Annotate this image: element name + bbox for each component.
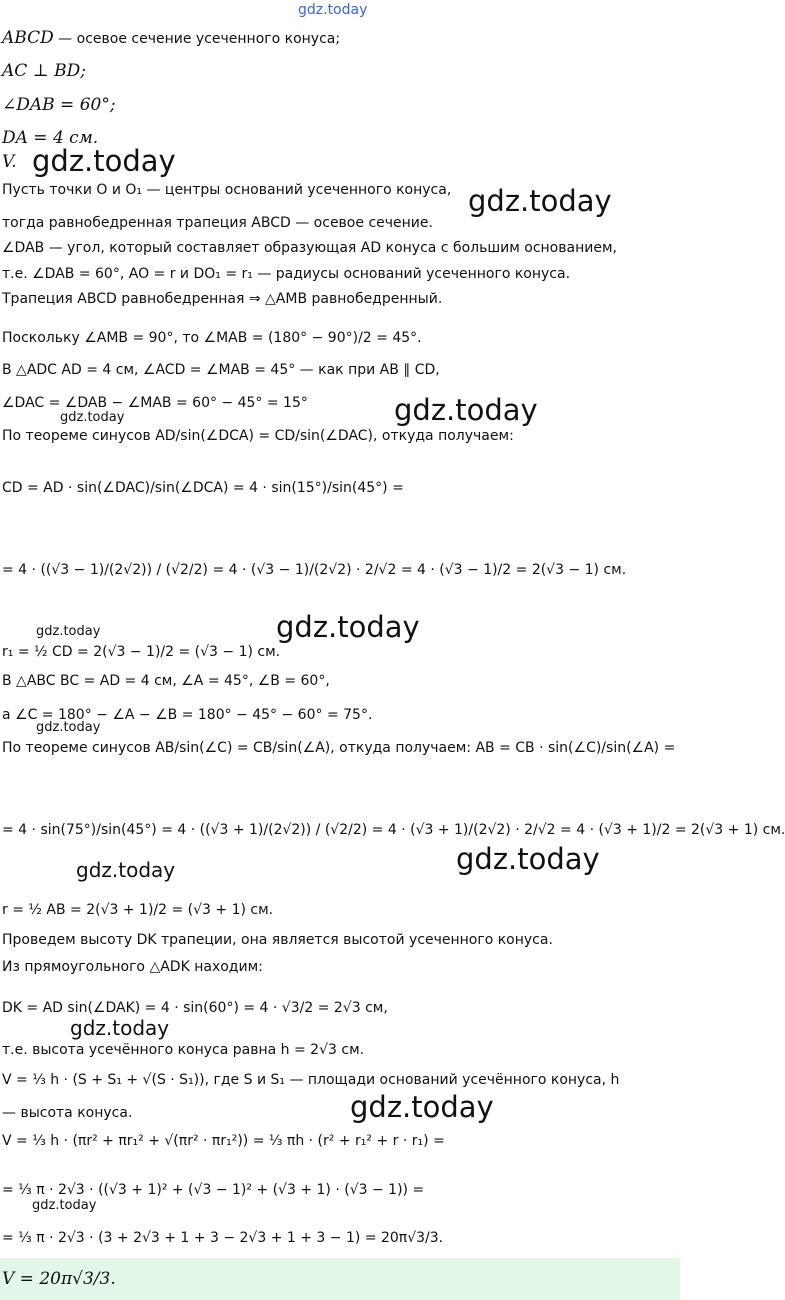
given-line-2 — [2, 61, 86, 82]
solution-line-24: V = ⅓ h · (πr² + πr₁² + √(πr² · πr₁²)) = ⅓ πh · (r² + r₁² + r · r₁) = — [2, 1133, 445, 1149]
given-math-5: V. — [2, 152, 17, 172]
solution-line-5: Трапеция ABCD равнобедренная ⇒ △AMB равнобедренный. — [2, 291, 443, 307]
solution-line-6: Поскольку ∠AMB = 90°, то ∠MAB = (180° − 90°)/2 = 45°. — [2, 330, 422, 346]
given-line-1 — [2, 28, 340, 49]
given-line-5 — [2, 152, 17, 173]
solution-line-1: Пусть точки O и O₁ — центры оснований усеченного конуса, — [2, 182, 452, 198]
solution-line-14: а ∠C = 180° − ∠A − ∠B = 180° − 45° − 60° = 75°. — [2, 707, 373, 723]
given-math-1: ABCD — [2, 28, 54, 48]
solution-line-21: т.е. высота усечённого конуса равна h = 2√3 см. — [2, 1042, 365, 1058]
given-line-3 — [2, 95, 116, 116]
solution-line-8: ∠DAC = ∠DAB − ∠MAB = 60° − 45° = 15° — [2, 395, 308, 411]
watermark-2: gdz.today — [468, 184, 612, 218]
solution-line-20: DK = AD sin(∠DAK) = 4 · sin(60°) = 4 · √3/2 = 2√3 см, — [2, 1000, 388, 1016]
solution-line-22: V = ⅓ h · (S + S₁ + √(S · S₁)), где S и S₁ — площади оснований усечённого конуса, h — [2, 1072, 620, 1088]
watermark-7: gdz.today — [36, 720, 101, 735]
watermark-6: gdz.today — [36, 624, 101, 639]
watermark-1: gdz.today — [32, 144, 176, 178]
watermark-9: gdz.today — [76, 858, 176, 882]
answer-line: V = 20π√3/3. — [2, 1269, 116, 1289]
watermark-5: gdz.today — [276, 610, 420, 644]
solution-line-26: = ⅓ π · 2√3 · (3 + 2√3 + 1 + 3 − 2√3 + 1 + 3 − 1) = 20π√3/3. — [2, 1230, 444, 1246]
watermark-3: gdz.today — [60, 410, 125, 425]
watermark-4: gdz.today — [394, 393, 538, 427]
watermark-10: gdz.today — [70, 1016, 170, 1040]
given-text-1: — осевое сечение усеченного конуса; — [53, 31, 341, 47]
watermark-top: gdz.today — [298, 2, 368, 18]
watermark-11: gdz.today — [350, 1090, 494, 1124]
watermark-12: gdz.today — [32, 1198, 97, 1213]
solution-line-4: т.е. ∠DAB = 60°, AO = r и DO₁ = r₁ — радиусы оснований усеченного конуса. — [2, 266, 571, 282]
solution-line-11: = 4 · ((√3 − 1)/(2√2)) / (√2/2) = 4 · (√3 − 1)/(2√2) · 2/√2 = 4 · (√3 − 1)/2 = 2(√3 − 1) см. — [2, 562, 627, 578]
solution-line-3: ∠DAB — угол, который составляет образующая AD конуса с большим основанием, — [2, 240, 617, 256]
solution-line-16: = 4 · sin(75°)/sin(45°) = 4 · ((√3 + 1)/(2√2)) / (√2/2) = 4 · (√3 + 1)/(2√2) · 2/√2 = 4 · (√3 + 1)/2 = 2(√3 + 1) см. — [2, 822, 785, 838]
solution-line-17: r = ½ AB = 2(√3 + 1)/2 = (√3 + 1) см. — [2, 902, 274, 918]
solution-line-9: По теореме синусов AD/sin(∠DCA) = CD/sin(∠DAC), откуда получаем: — [2, 428, 514, 444]
solution-line-7: В △ADC AD = 4 см, ∠ACD = ∠MAB = 45° — как при AB ∥ CD, — [2, 362, 440, 378]
solution-line-10: CD = AD · sin(∠DAC)/sin(∠DCA) = 4 · sin(15°)/sin(45°) = — [2, 480, 404, 496]
solution-line-25: = ⅓ π · 2√3 · ((√3 + 1)² + (√3 − 1)² + (√3 + 1) · (√3 − 1)) = — [2, 1182, 425, 1198]
solution-line-18: Проведем высоту DK трапеции, она является высотой усеченного конуса. — [2, 932, 553, 948]
solution-line-23: — высота конуса. — [2, 1105, 133, 1121]
given-math-2: AC ⊥ BD; — [2, 61, 86, 81]
solution-line-12: r₁ = ½ CD = 2(√3 − 1)/2 = (√3 − 1) см. — [2, 644, 281, 660]
given-math-3: ∠DAB = 60°; — [2, 95, 116, 115]
answer-box — [0, 1258, 680, 1300]
solution-line-13: В △ABC BC = AD = 4 см, ∠A = 45°, ∠B = 60°, — [2, 673, 330, 689]
solution-line-2: тогда равнобедренная трапеция ABCD — осевое сечение. — [2, 215, 433, 231]
solution-line-15: По теореме синусов AB/sin(∠C) = CB/sin(∠A), откуда получаем: AB = CB · sin(∠C)/sin(∠A) = — [2, 740, 676, 756]
solution-line-19: Из прямоугольного △ADK находим: — [2, 959, 263, 975]
given-math-4: DA = 4 см. — [2, 128, 99, 148]
watermark-8: gdz.today — [456, 842, 600, 876]
